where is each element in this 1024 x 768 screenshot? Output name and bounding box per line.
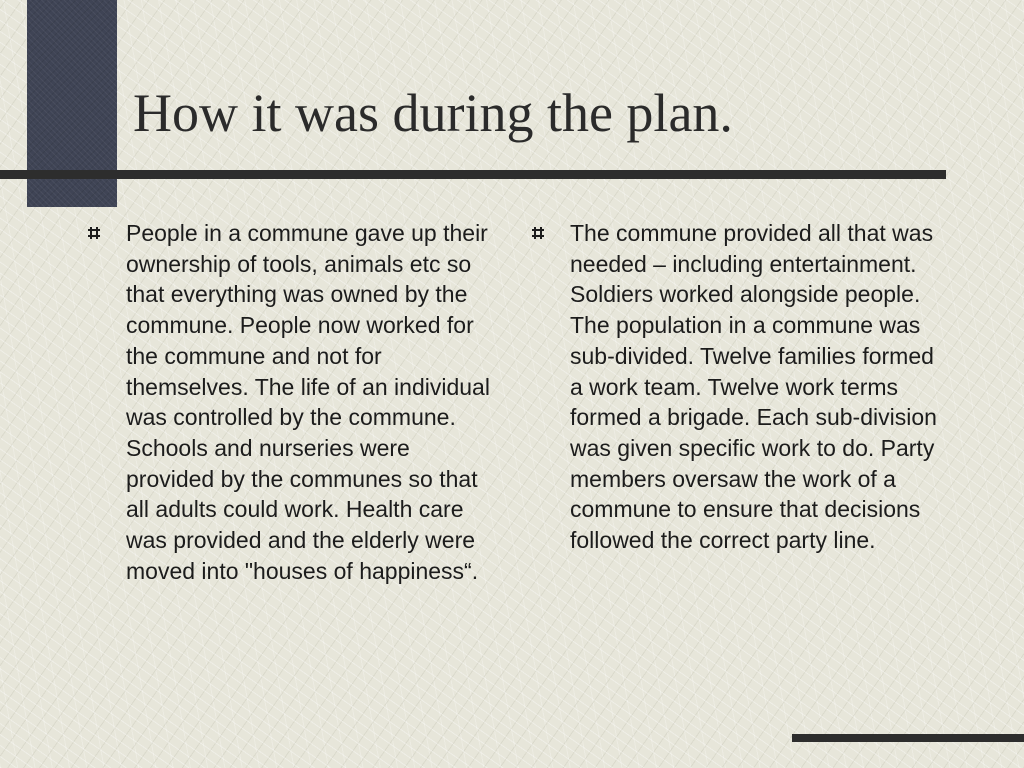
title-divider-rule [0,170,946,179]
bullet-column-left [88,218,500,586]
square-bullet-icon [532,227,544,239]
slide-title: How it was during the plan. [133,83,733,143]
bullet-text: People in a commune gave up their ownership of tools, animals etc so that everything was owned by the commune. People now worked for the commune and not for themselves. The life of an individual was controlled by the commune. Schools and nurseries were provided by the communes so that all adults could work. Health care was provided and the elderly were moved into "houses of happiness“. [126,220,490,584]
square-bullet-icon [88,227,100,239]
bullet-column-right [532,218,942,556]
bullet-text: The commune provided all that was needed – including entertainment. Soldiers worked alongside people. The population in a commune was sub-divided. Twelve families formed a work team. Twelve work terms formed a brigade. Each sub-division was given specific work to do. Party members oversaw the work of a commune to ensure that decisions followed the correct party line. [570,220,937,554]
footer-divider-rule [792,734,1024,742]
